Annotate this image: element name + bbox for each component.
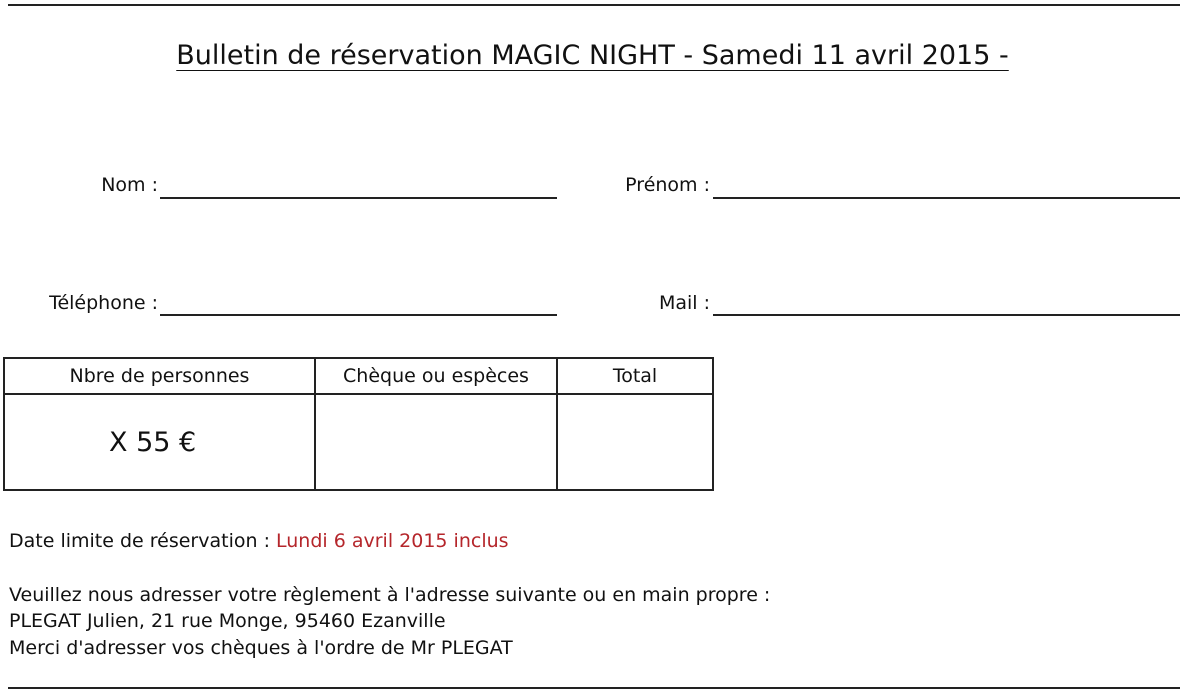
page-title-text: Bulletin de réservation MAGIC NIGHT - Samedi 11 avril 2015 - bbox=[176, 40, 1009, 71]
nom-label: Nom : bbox=[101, 174, 158, 196]
header-cheque-especes: Chèque ou espèces bbox=[315, 358, 557, 394]
mail-field[interactable] bbox=[713, 314, 1180, 316]
table-row bbox=[4, 394, 713, 490]
unit-price: X 55 € bbox=[109, 426, 197, 458]
prenom-field[interactable] bbox=[713, 197, 1180, 199]
deadline bbox=[9, 529, 509, 553]
cheque-especes-cell[interactable] bbox=[315, 394, 557, 490]
nom-field[interactable] bbox=[160, 197, 557, 199]
mail-label: Mail : bbox=[658, 292, 710, 314]
nbre-personnes-cell[interactable] bbox=[4, 394, 315, 490]
cheque-payee-note: Merci d'adresser vos chèques à l'ordre de Mr PLEGAT bbox=[9, 637, 513, 659]
telephone-field[interactable] bbox=[160, 314, 557, 316]
deadline-date: Lundi 6 avril 2015 inclus bbox=[276, 530, 509, 552]
bottom-divider bbox=[8, 687, 1180, 689]
header-nbre-personnes: Nbre de personnes bbox=[4, 358, 315, 394]
deadline-label: Date limite de réservation : bbox=[9, 530, 277, 552]
postal-address: PLEGAT Julien, 21 rue Monge, 95460 Ezanville bbox=[9, 610, 446, 632]
header-total: Total bbox=[557, 358, 713, 394]
top-divider bbox=[8, 4, 1180, 6]
reservation-table bbox=[3, 357, 714, 491]
payment-instructions: Veuillez nous adresser votre règlement à l'adresse suivante ou en main propre : bbox=[9, 584, 771, 606]
total-cell[interactable] bbox=[557, 394, 713, 490]
page-title bbox=[0, 38, 1185, 74]
prenom-label: Prénom : bbox=[625, 174, 710, 196]
table-header-row bbox=[4, 358, 713, 394]
telephone-label: Téléphone : bbox=[49, 292, 158, 314]
